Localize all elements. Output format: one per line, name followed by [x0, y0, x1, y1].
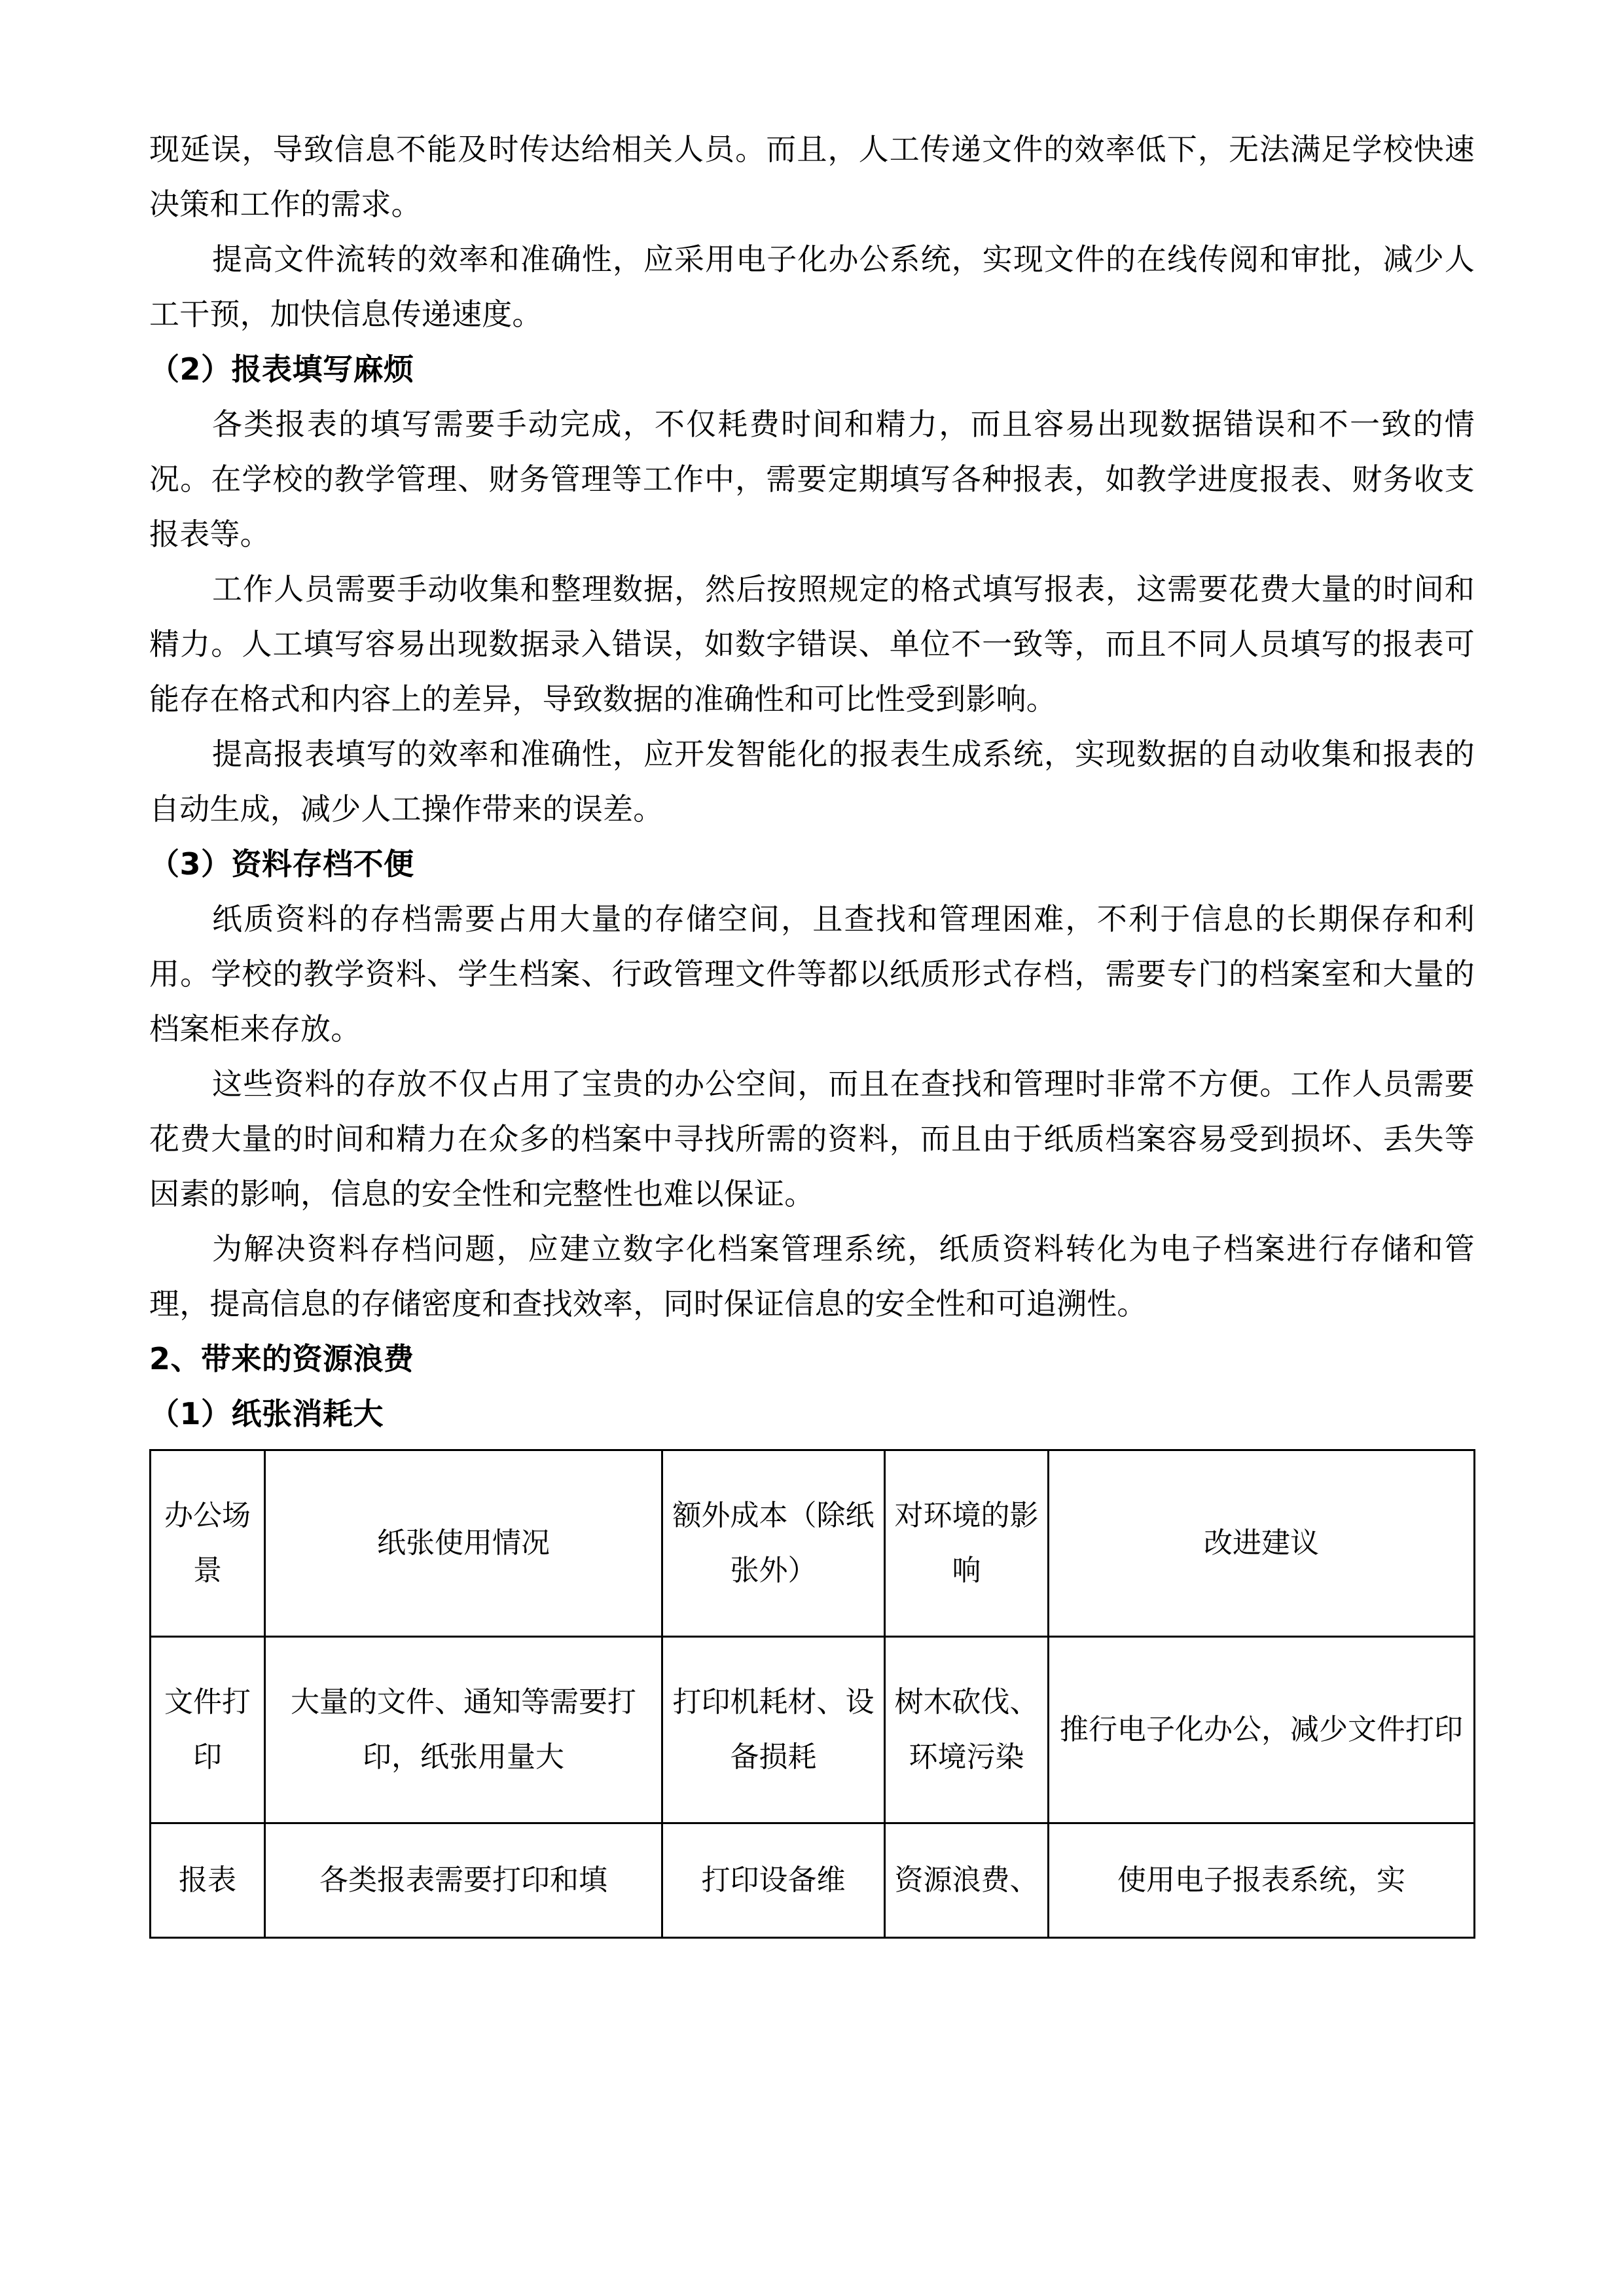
paragraph-1: 现延误，导致信息不能及时传达给相关人员。而且，人工传递文件的效率低下，无法满足学校快速决策和工作的需求。: [149, 132, 1475, 222]
paper-usage-table-wrapper: [149, 1449, 1475, 1939]
table-header-cell-extra-cost: 额外成本（除纸张外）: [662, 1450, 885, 1637]
paragraph-2: 提高文件流转的效率和准确性，应采用电子化办公系统，实现文件的在线传阅和审批，减少人工干预，加快信息传递速度。: [149, 242, 1475, 332]
paragraph-4: 工作人员需要手动收集和整理数据，然后按照规定的格式填写报表，这需要花费大量的时间和精力。人工填写容易出现数据录入错误，如数字错误、单位不一致等，而且不同人员填写的报表可能存在格式和内容上的差异，导致数据的准确性和可比性受到影响。: [149, 571, 1475, 717]
table-cell-extra-cost: 打印机耗材、设备损耗: [662, 1637, 885, 1823]
table-cell-paper-usage: 大量的文件、通知等需要打印，纸张用量大: [265, 1637, 662, 1823]
paragraph-8: 为解决资料存档问题，应建立数字化档案管理系统，纸质资料转化为电子档案进行存储和管理，提高信息的存储密度和查找效率，同时保证信息的安全性和可追溯性。: [149, 1231, 1475, 1321]
heading-archiving: （3）资料存档不便: [149, 846, 414, 882]
table-header-row: [151, 1450, 1475, 1637]
paragraph-3: 各类报表的填写需要手动完成，不仅耗费时间和精力，而且容易出现数据错误和不一致的情况。在学校的教学管理、财务管理等工作中，需要定期填写各种报表，如教学进度报表、财务收支报表等。: [149, 406, 1475, 552]
paragraph-7: 这些资料的存放不仅占用了宝贵的办公空间，而且在查找和管理时非常不方便。工作人员需要花费大量的时间和精力在众多的档案中寻找所需的资料，而且由于纸质档案容易受到损坏、丢失等因素的影响，信息的安全性和完整性也难以保证。: [149, 1066, 1475, 1211]
table-header-cell-environment: 对环境的影响: [885, 1450, 1049, 1637]
page-content: [149, 122, 1475, 1939]
table-header-cell-paper-usage: 纸张使用情况: [265, 1450, 662, 1637]
table-cell-scene: 报表: [151, 1823, 265, 1938]
heading-paper-consumption: （1）纸张消耗大: [149, 1396, 384, 1431]
table-row: [151, 1637, 1475, 1823]
paragraph-5: 提高报表填写的效率和准确性，应开发智能化的报表生成系统，实现数据的自动收集和报表的自动生成，减少人工操作带来的误差。: [149, 736, 1475, 827]
table-cell-environment: 树木砍伐、环境污染: [885, 1637, 1049, 1823]
table-cell-paper-usage: 各类报表需要打印和填: [265, 1823, 662, 1938]
paper-usage-table: [149, 1449, 1475, 1939]
table-row: [151, 1823, 1475, 1938]
table-cell-extra-cost: 打印设备维: [662, 1823, 885, 1938]
table-cell-suggestion: 使用电子报表系统，实: [1049, 1823, 1475, 1938]
table-header-cell-scene: 办公场景: [151, 1450, 265, 1637]
heading-report-filling: （2）报表填写麻烦: [149, 351, 414, 387]
heading-resource-waste: 2、带来的资源浪费: [149, 1341, 414, 1376]
table-cell-suggestion: 推行电子化办公，减少文件打印: [1049, 1637, 1475, 1823]
paragraph-6: 纸质资料的存档需要占用大量的存储空间，且查找和管理困难，不利于信息的长期保存和利用。学校的教学资料、学生档案、行政管理文件等都以纸质形式存档，需要专门的档案室和大量的档案柜来存放。: [149, 901, 1475, 1047]
table-cell-environment: 资源浪费、: [885, 1823, 1049, 1938]
table-header-cell-suggestion: 改进建议: [1049, 1450, 1475, 1637]
table-cell-scene: 文件打印: [151, 1637, 265, 1823]
